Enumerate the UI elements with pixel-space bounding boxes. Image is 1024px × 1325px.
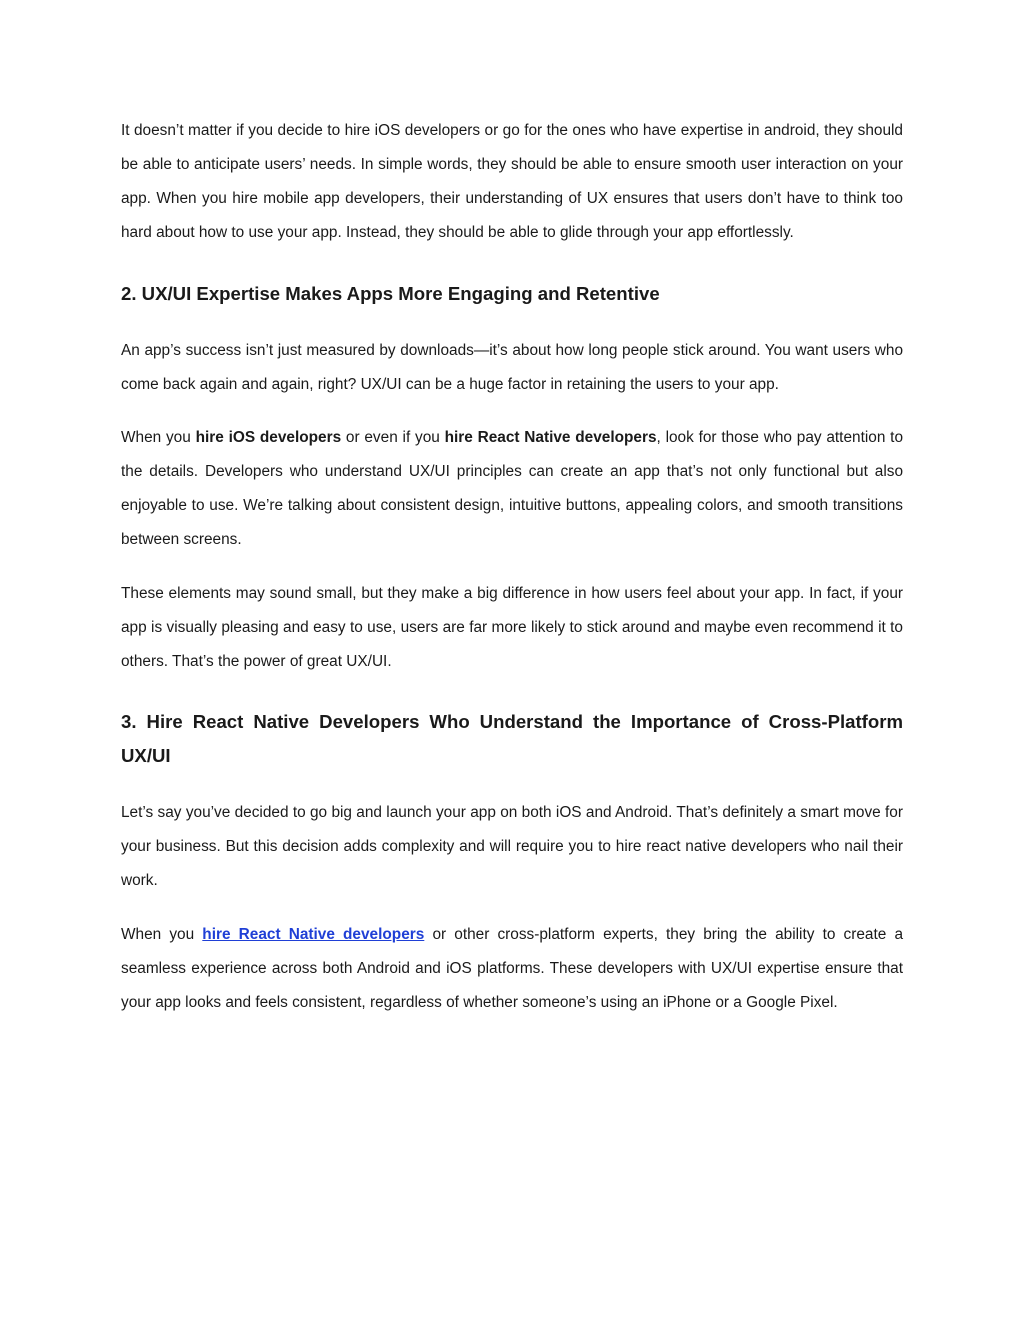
section-heading-cross-platform: 3. Hire React Native Developers Who Understand the Importance of Cross-Platform UX/UI xyxy=(121,711,903,766)
paragraph-elements-matter: These elements may sound small, but they make a big difference in how users feel about your app. In fact, if your app is visually pleasing and easy to use, users are far more likely to stick around and maybe even recommend it to others. That’s the power of great UX/UI. xyxy=(121,585,903,670)
section-heading-ux-ui-engagement: 2. UX/UI Expertise Makes Apps More Engaging and Retentive xyxy=(121,283,660,304)
paragraph-hire-developers xyxy=(121,421,903,557)
hire-react-native-developers-link[interactable]: hire React Native developers xyxy=(202,926,425,943)
paragraph-intro: It doesn’t matter if you decide to hire iOS developers or go for the ones who have expertise in android, they should be able to anticipate users’ needs. In simple words, they should be able to ensure smooth user interaction on your app. When you hire mobile app developers, their understanding of UX ensures that users don’t have to think too hard about how to use your app. Instead, they should be able to glide through your app effortlessly. xyxy=(121,122,903,241)
paragraph-text: or other cross-platform experts, they bring the ability to create a seamless experience across both Android and iOS platforms. These developers with UX/UI expertise ensure that your app looks and feels consistent, regardless of whether someone’s using an iPhone or a Google Pixel. xyxy=(121,926,903,1011)
paragraph-text: , look for those who pay attention to the details. Developers who understand UX/UI principles can create an app that’s not only functional but also enjoyable to use. We’re talking about consistent design, intuitive buttons, appealing colors, and smooth transitions between screens. xyxy=(121,429,904,548)
paragraph-text: When you xyxy=(121,429,196,446)
paragraph-text: When you xyxy=(121,926,203,943)
document-page xyxy=(121,114,903,1020)
bold-hire-ios-developers: hire iOS developers xyxy=(195,429,342,446)
paragraph-text: or even if you xyxy=(341,429,445,446)
paragraph-cross-platform-experts xyxy=(121,918,903,1020)
paragraph-app-success: An app’s success isn’t just measured by downloads—it’s about how long people stick around. You want users who come back again and again, right? UX/UI can be a huge factor in retaining the users to your app. xyxy=(121,342,903,393)
bold-hire-react-native-developers: hire React Native developers xyxy=(444,429,657,446)
paragraph-ios-and-android: Let’s say you’ve decided to go big and launch your app on both iOS and Android. That’s definitely a smart move for your business. But this decision adds complexity and will require you to hire react native developers who nail their work. xyxy=(121,804,903,889)
